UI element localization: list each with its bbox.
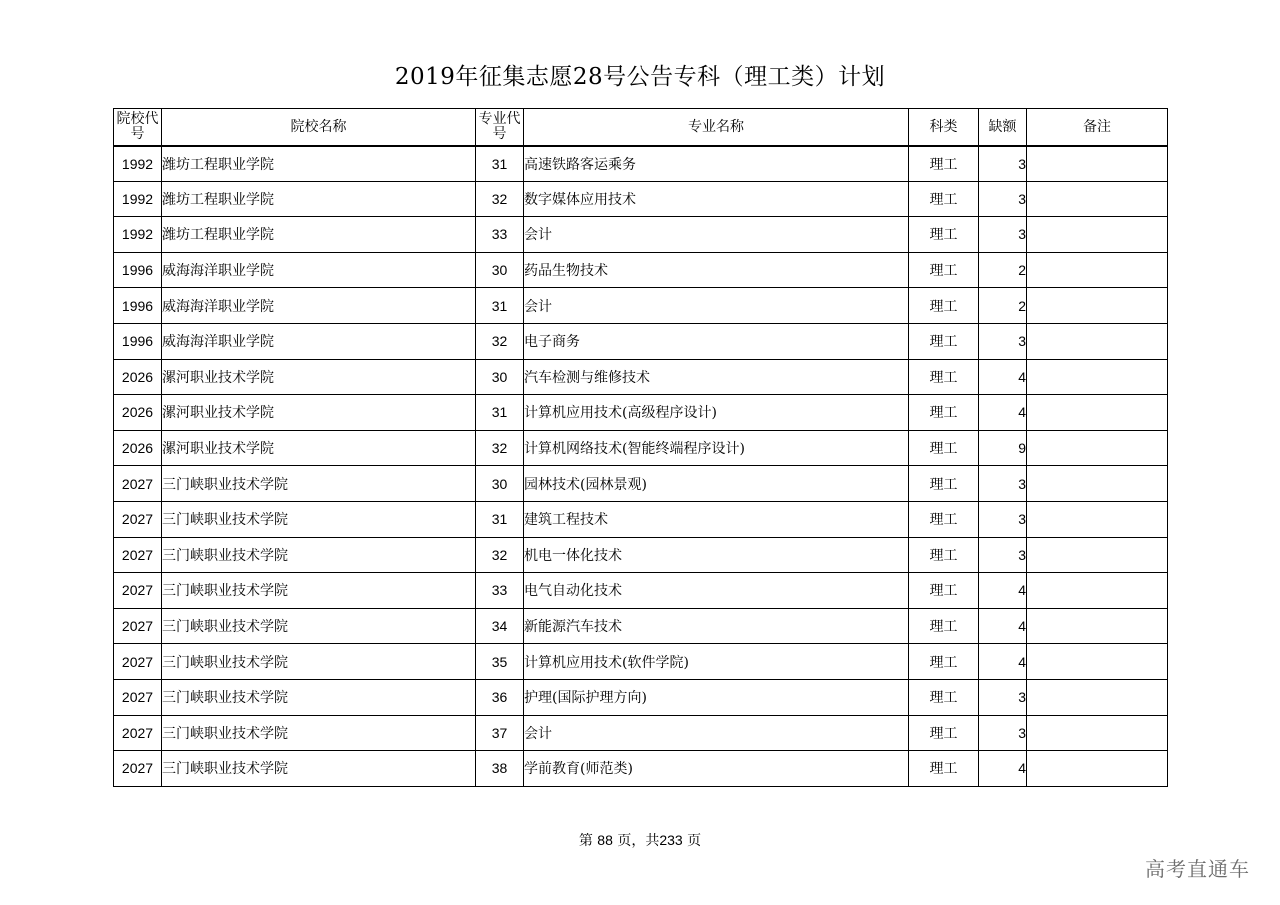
cell-category: 理工 xyxy=(909,146,979,182)
cell-school-name: 潍坊工程职业学院 xyxy=(162,181,476,217)
cell-category: 理工 xyxy=(909,181,979,217)
cell-category: 理工 xyxy=(909,466,979,502)
cell-quota: 9 xyxy=(979,430,1027,466)
cell-major-name: 电气自动化技术 xyxy=(524,573,909,609)
footer-prefix: 第 xyxy=(578,833,593,849)
header-quota: 缺额 xyxy=(979,109,1027,146)
cell-remarks xyxy=(1027,573,1168,609)
cell-school-name: 三门峡职业技术学院 xyxy=(162,573,476,609)
cell-major-code: 30 xyxy=(476,359,524,395)
cell-school-name: 潍坊工程职业学院 xyxy=(162,146,476,182)
cell-school-name: 三门峡职业技术学院 xyxy=(162,679,476,715)
cell-quota: 3 xyxy=(979,715,1027,751)
cell-major-name: 会计 xyxy=(524,715,909,751)
table-row xyxy=(114,715,1168,751)
watermark: 高考直通车 xyxy=(1145,857,1250,881)
footer-middle: 页，共 xyxy=(617,833,660,849)
cell-remarks xyxy=(1027,501,1168,537)
cell-major-code: 34 xyxy=(476,608,524,644)
cell-school-code: 1996 xyxy=(114,288,162,324)
cell-remarks xyxy=(1027,608,1168,644)
footer-suffix: 页 xyxy=(687,833,702,849)
cell-major-name: 药品生物技术 xyxy=(524,252,909,288)
cell-remarks xyxy=(1027,252,1168,288)
cell-category: 理工 xyxy=(909,323,979,359)
cell-remarks xyxy=(1027,359,1168,395)
cell-remarks xyxy=(1027,715,1168,751)
cell-quota: 4 xyxy=(979,608,1027,644)
table-row xyxy=(114,288,1168,324)
table-row xyxy=(114,573,1168,609)
header-major-name: 专业名称 xyxy=(524,109,909,146)
cell-school-code: 2027 xyxy=(114,715,162,751)
cell-school-name: 威海海洋职业学院 xyxy=(162,288,476,324)
header-school-name: 院校名称 xyxy=(162,109,476,146)
cell-major-code: 32 xyxy=(476,181,524,217)
page-footer xyxy=(0,830,1280,850)
cell-category: 理工 xyxy=(909,217,979,253)
cell-school-name: 潍坊工程职业学院 xyxy=(162,217,476,253)
cell-major-name: 机电一体化技术 xyxy=(524,537,909,573)
cell-quota: 2 xyxy=(979,288,1027,324)
cell-remarks xyxy=(1027,679,1168,715)
table-row xyxy=(114,252,1168,288)
cell-school-code: 1992 xyxy=(114,217,162,253)
cell-school-name: 漯河职业技术学院 xyxy=(162,395,476,431)
cell-school-name: 三门峡职业技术学院 xyxy=(162,715,476,751)
cell-school-name: 三门峡职业技术学院 xyxy=(162,501,476,537)
cell-major-code: 32 xyxy=(476,537,524,573)
cell-major-name: 园林技术(园林景观) xyxy=(524,466,909,502)
header-school-code: 院校代号 xyxy=(114,109,162,146)
current-page-number: 88 xyxy=(597,832,613,848)
cell-major-code: 35 xyxy=(476,644,524,680)
cell-major-name: 高速铁路客运乘务 xyxy=(524,146,909,182)
cell-school-code: 2027 xyxy=(114,644,162,680)
table-header-row xyxy=(114,109,1168,146)
cell-major-code: 38 xyxy=(476,751,524,787)
cell-remarks xyxy=(1027,181,1168,217)
cell-remarks xyxy=(1027,644,1168,680)
cell-quota: 3 xyxy=(979,537,1027,573)
cell-school-code: 2027 xyxy=(114,537,162,573)
cell-school-code: 1992 xyxy=(114,146,162,182)
table-row xyxy=(114,644,1168,680)
table-row xyxy=(114,430,1168,466)
cell-major-code: 31 xyxy=(476,501,524,537)
cell-school-code: 1996 xyxy=(114,323,162,359)
header-remarks: 备注 xyxy=(1027,109,1168,146)
cell-school-code: 2027 xyxy=(114,501,162,537)
table-row xyxy=(114,501,1168,537)
cell-school-name: 三门峡职业技术学院 xyxy=(162,751,476,787)
cell-category: 理工 xyxy=(909,359,979,395)
cell-category: 理工 xyxy=(909,395,979,431)
cell-school-code: 1992 xyxy=(114,181,162,217)
cell-quota: 4 xyxy=(979,644,1027,680)
cell-quota: 3 xyxy=(979,146,1027,182)
cell-category: 理工 xyxy=(909,430,979,466)
cell-quota: 3 xyxy=(979,217,1027,253)
cell-major-name: 计算机应用技术(软件学院) xyxy=(524,644,909,680)
cell-remarks xyxy=(1027,751,1168,787)
cell-school-name: 漯河职业技术学院 xyxy=(162,359,476,395)
cell-remarks xyxy=(1027,395,1168,431)
table-row xyxy=(114,466,1168,502)
total-pages-number: 233 xyxy=(659,832,683,848)
cell-school-code: 2027 xyxy=(114,679,162,715)
cell-school-code: 2026 xyxy=(114,359,162,395)
cell-quota: 4 xyxy=(979,573,1027,609)
table-row xyxy=(114,181,1168,217)
cell-major-code: 31 xyxy=(476,288,524,324)
table-row xyxy=(114,608,1168,644)
cell-quota: 4 xyxy=(979,359,1027,395)
cell-remarks xyxy=(1027,217,1168,253)
cell-major-code: 33 xyxy=(476,217,524,253)
cell-remarks xyxy=(1027,537,1168,573)
cell-quota: 2 xyxy=(979,252,1027,288)
cell-major-name: 数字媒体应用技术 xyxy=(524,181,909,217)
cell-major-code: 31 xyxy=(476,146,524,182)
cell-major-name: 汽车检测与维修技术 xyxy=(524,359,909,395)
cell-remarks xyxy=(1027,466,1168,502)
table-row xyxy=(114,146,1168,182)
table-row xyxy=(114,323,1168,359)
cell-major-code: 36 xyxy=(476,679,524,715)
cell-quota: 3 xyxy=(979,501,1027,537)
table-body xyxy=(114,146,1168,787)
cell-school-code: 1996 xyxy=(114,252,162,288)
cell-school-name: 三门峡职业技术学院 xyxy=(162,608,476,644)
cell-major-code: 32 xyxy=(476,323,524,359)
cell-school-name: 三门峡职业技术学院 xyxy=(162,644,476,680)
cell-major-code: 31 xyxy=(476,395,524,431)
cell-major-name: 新能源汽车技术 xyxy=(524,608,909,644)
table-row xyxy=(114,217,1168,253)
cell-major-code: 37 xyxy=(476,715,524,751)
header-category: 科类 xyxy=(909,109,979,146)
cell-major-name: 计算机网络技术(智能终端程序设计) xyxy=(524,430,909,466)
header-major-code: 专业代号 xyxy=(476,109,524,146)
table-row xyxy=(114,395,1168,431)
cell-quota: 3 xyxy=(979,181,1027,217)
cell-major-name: 会计 xyxy=(524,217,909,253)
cell-quota: 3 xyxy=(979,466,1027,502)
cell-major-name: 计算机应用技术(高级程序设计) xyxy=(524,395,909,431)
cell-category: 理工 xyxy=(909,252,979,288)
table-row xyxy=(114,359,1168,395)
cell-major-name: 学前教育(师范类) xyxy=(524,751,909,787)
admission-plan-table xyxy=(113,108,1168,787)
cell-category: 理工 xyxy=(909,573,979,609)
table-row xyxy=(114,537,1168,573)
cell-school-code: 2027 xyxy=(114,751,162,787)
cell-quota: 4 xyxy=(979,395,1027,431)
cell-school-code: 2027 xyxy=(114,608,162,644)
cell-category: 理工 xyxy=(909,644,979,680)
cell-category: 理工 xyxy=(909,679,979,715)
cell-school-code: 2027 xyxy=(114,466,162,502)
cell-major-name: 护理(国际护理方向) xyxy=(524,679,909,715)
cell-school-name: 三门峡职业技术学院 xyxy=(162,537,476,573)
cell-category: 理工 xyxy=(909,715,979,751)
cell-school-code: 2026 xyxy=(114,430,162,466)
cell-category: 理工 xyxy=(909,751,979,787)
cell-major-name: 会计 xyxy=(524,288,909,324)
cell-major-code: 30 xyxy=(476,466,524,502)
cell-school-name: 漯河职业技术学院 xyxy=(162,430,476,466)
cell-remarks xyxy=(1027,323,1168,359)
cell-school-code: 2026 xyxy=(114,395,162,431)
cell-category: 理工 xyxy=(909,288,979,324)
cell-quota: 3 xyxy=(979,679,1027,715)
cell-major-code: 30 xyxy=(476,252,524,288)
cell-category: 理工 xyxy=(909,537,979,573)
cell-quota: 4 xyxy=(979,751,1027,787)
cell-school-code: 2027 xyxy=(114,573,162,609)
cell-remarks xyxy=(1027,430,1168,466)
table-row xyxy=(114,751,1168,787)
cell-major-name: 建筑工程技术 xyxy=(524,501,909,537)
cell-major-code: 33 xyxy=(476,573,524,609)
page-title: 2019年征集志愿28号公告专科（理工类）计划 xyxy=(394,64,886,90)
table-row xyxy=(114,679,1168,715)
cell-school-name: 三门峡职业技术学院 xyxy=(162,466,476,502)
cell-school-name: 威海海洋职业学院 xyxy=(162,252,476,288)
cell-category: 理工 xyxy=(909,501,979,537)
cell-school-name: 威海海洋职业学院 xyxy=(162,323,476,359)
cell-major-name: 电子商务 xyxy=(524,323,909,359)
cell-quota: 3 xyxy=(979,323,1027,359)
cell-remarks xyxy=(1027,288,1168,324)
cell-category: 理工 xyxy=(909,608,979,644)
cell-major-code: 32 xyxy=(476,430,524,466)
cell-remarks xyxy=(1027,146,1168,182)
